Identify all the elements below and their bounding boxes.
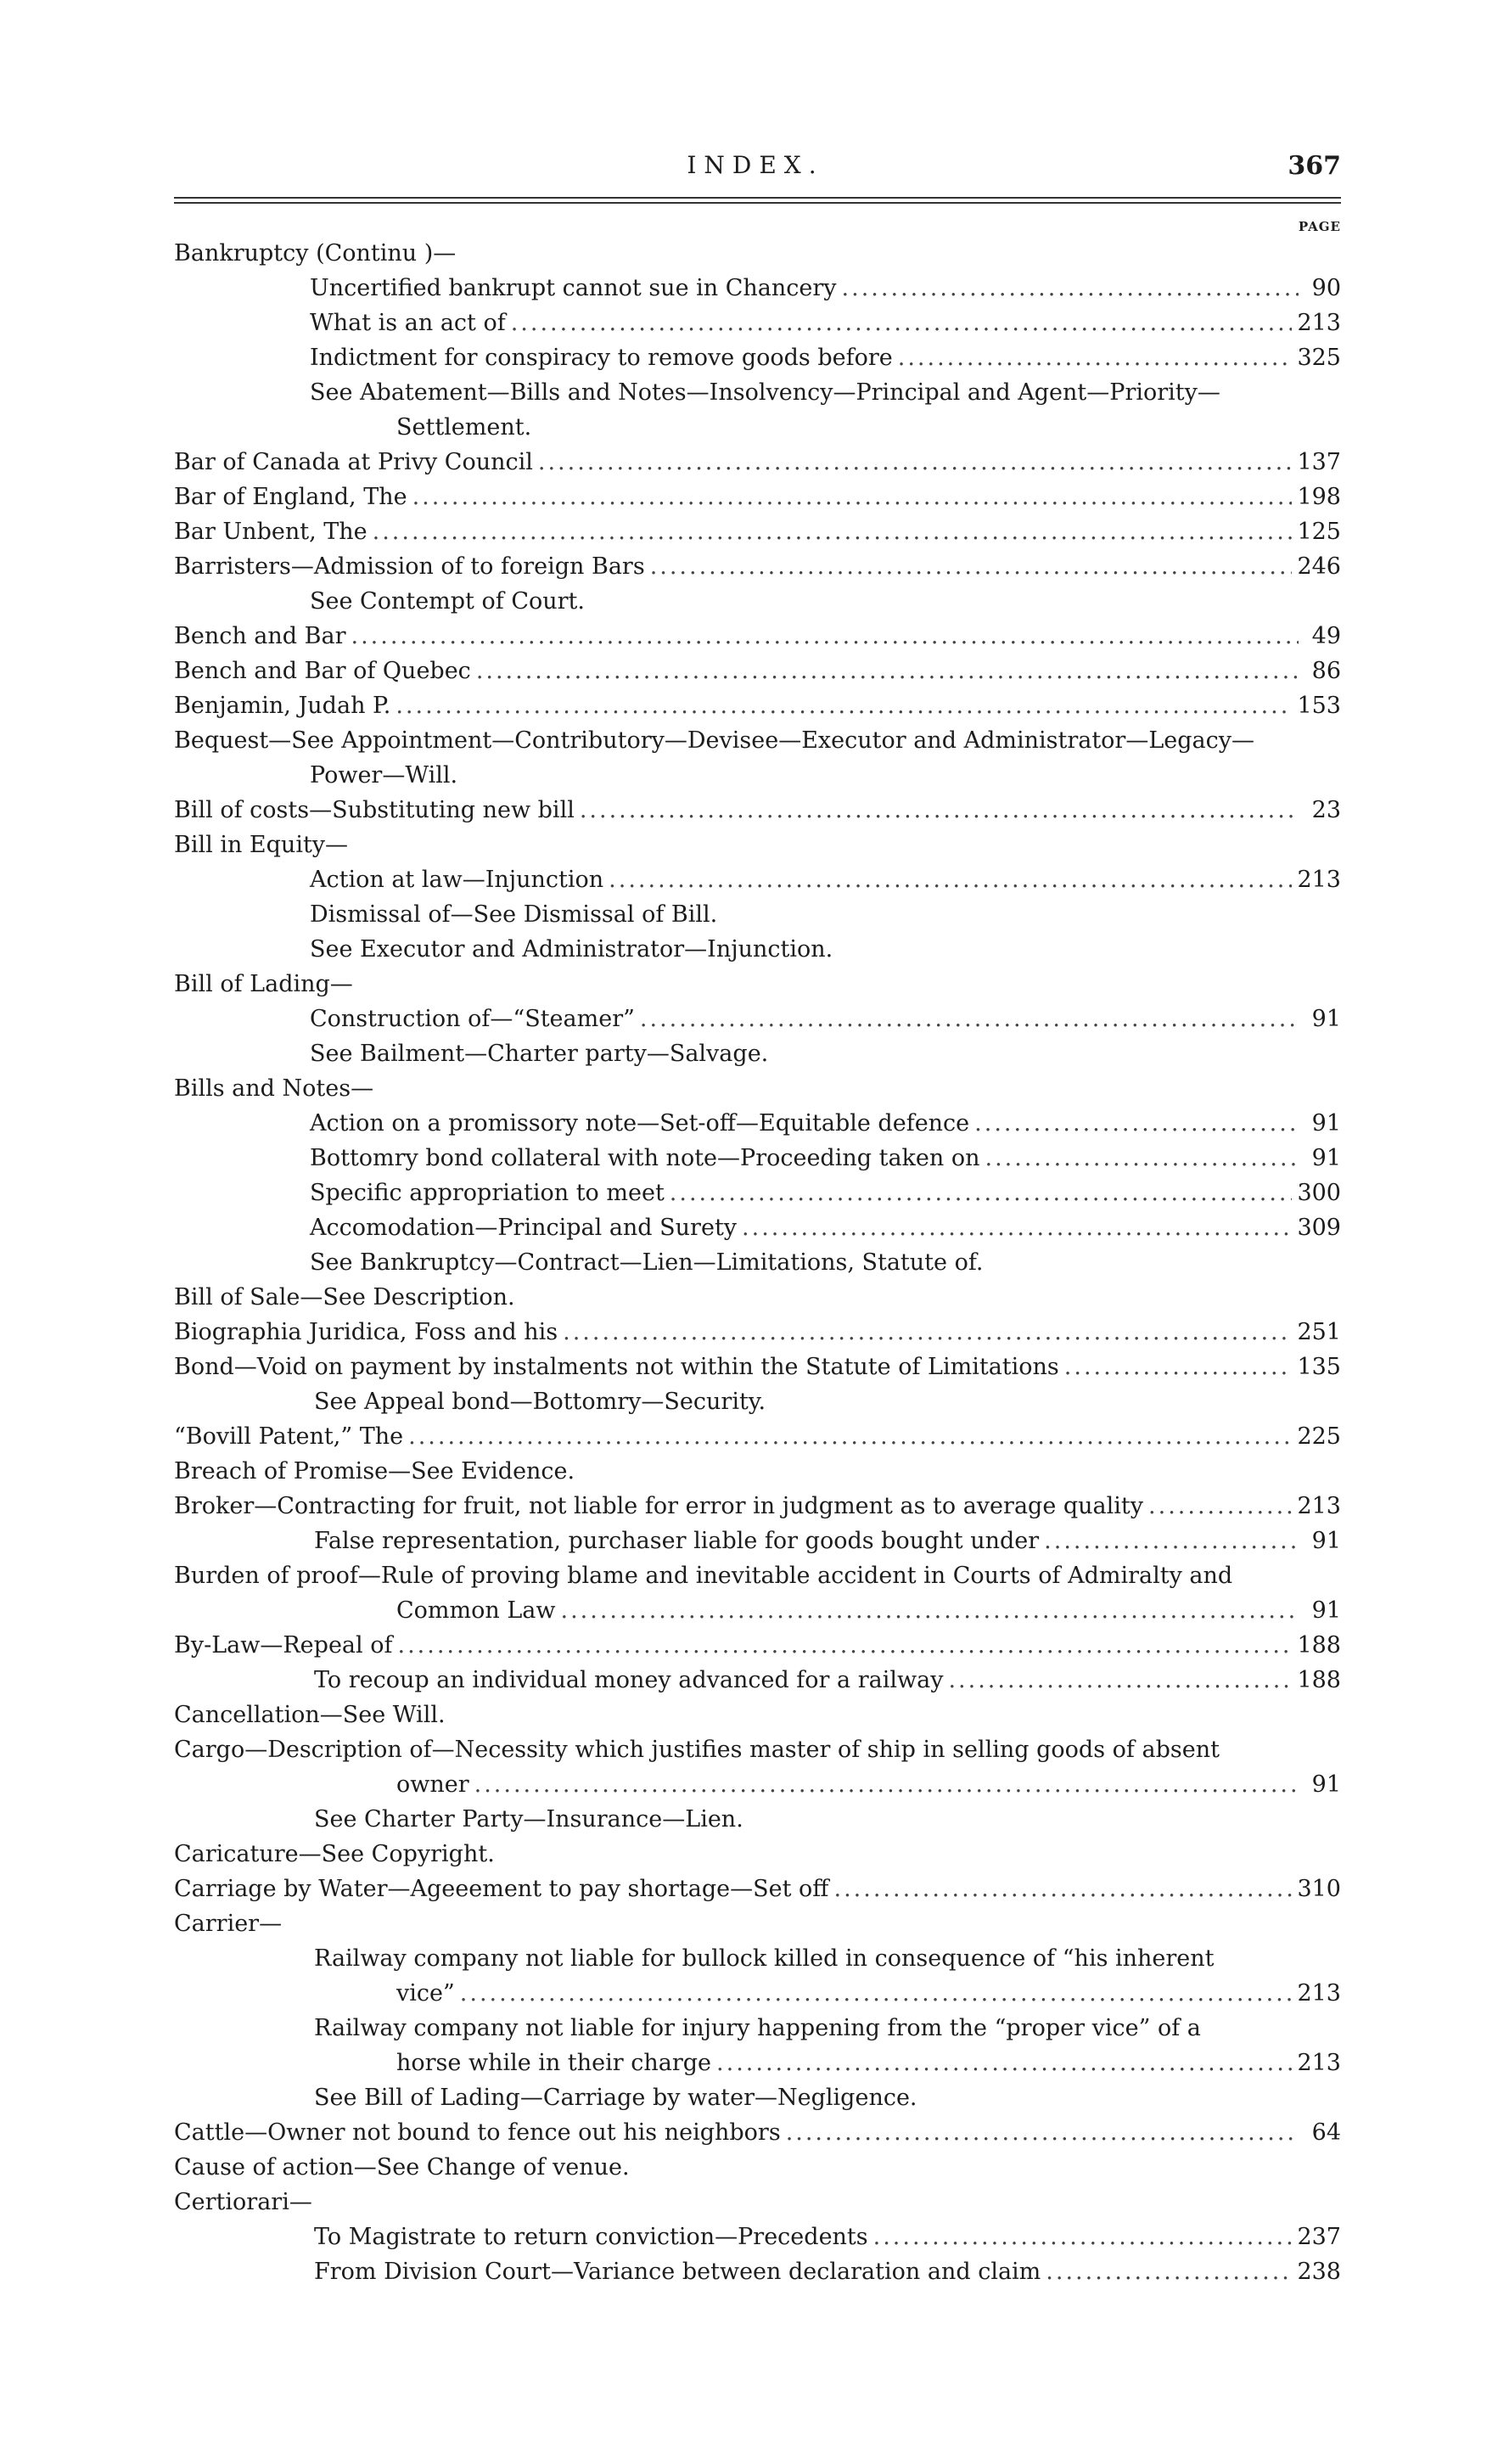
index-entry [174, 1280, 1341, 1315]
entry-text: To recoup an individual money advanced for a railway [314, 1667, 944, 1693]
index-entry [174, 2080, 1341, 2115]
dot-leader [476, 654, 1299, 688]
dot-leader [842, 271, 1299, 306]
index-entry [174, 1593, 1341, 1628]
index-entry [174, 1419, 1341, 1454]
entry-text: Bills and Notes— [174, 1075, 374, 1102]
entry-text: See Appeal bond—Bottomry—Security. [314, 1389, 766, 1415]
entry-text: Construction of—“Steamer” [310, 1006, 635, 1032]
index-entry [174, 2046, 1341, 2080]
dot-leader [974, 1106, 1299, 1141]
index-entry [174, 236, 1341, 271]
header-rule-bottom [174, 202, 1341, 204]
entry-text: See Bankruptcy—Contract—Lien—Limitations, Statute of. [310, 1249, 984, 1276]
index-entry [174, 514, 1341, 549]
entry-text: Bar of Canada at Privy Council [174, 449, 533, 475]
index-entry [174, 2220, 1341, 2254]
entry-page-number: 238 [1297, 2259, 1341, 2285]
entry-text: Carriage by Water—Ageeement to pay shortage—Set off [174, 1876, 829, 1902]
entry-page-number: 213 [1297, 310, 1341, 336]
index-entry [174, 271, 1341, 306]
dot-leader [412, 480, 1293, 514]
entry-text: Breach of Promise—See Evidence. [174, 1458, 575, 1485]
dot-leader [670, 1176, 1293, 1210]
index-entry [174, 1315, 1341, 1350]
entry-page-number: 91 [1311, 1771, 1341, 1798]
entry-text: Caricature—See Copyright. [174, 1841, 495, 1867]
dot-leader [474, 1767, 1299, 1802]
entry-text: Action at law—Injunction [310, 867, 604, 893]
page-number: 367 [1288, 151, 1341, 181]
index-entry [174, 1628, 1341, 1663]
dot-leader [1046, 2254, 1292, 2289]
index-entry [174, 1906, 1341, 1941]
page-title: INDEX. [687, 151, 824, 179]
entry-text: Bar Unbent, The [174, 519, 367, 545]
dot-leader [873, 2220, 1293, 2254]
entry-text: Bond—Void on payment by instalments not within the Statute of Limitations [174, 1354, 1059, 1380]
entry-text: To Magistrate to return conviction—Precedents [314, 2224, 868, 2250]
index-entry [174, 1489, 1341, 1524]
entry-page-number: 125 [1297, 519, 1341, 545]
dot-leader [898, 340, 1293, 375]
entry-page-number: 135 [1297, 1354, 1341, 1380]
index-entry [174, 1663, 1341, 1698]
dot-leader [786, 2115, 1299, 2150]
entry-page-number: 23 [1311, 797, 1341, 823]
entry-page-number: 91 [1311, 1110, 1341, 1137]
entry-text: Power—Will. [310, 762, 458, 789]
index-entry [174, 1698, 1341, 1732]
entry-text: By-Law—Repeal of [174, 1632, 393, 1659]
index-entry [174, 2150, 1341, 2185]
dot-leader [580, 793, 1299, 828]
entry-page-number: 91 [1311, 1597, 1341, 1624]
entry-page-number: 91 [1311, 1145, 1341, 1171]
dot-leader [351, 619, 1299, 654]
entry-page-number: 91 [1311, 1006, 1341, 1032]
index-entry [174, 1941, 1341, 1976]
entry-text: Barristers—Admission of to foreign Bars [174, 553, 645, 580]
index-entry [174, 584, 1341, 619]
dot-leader [560, 1593, 1299, 1628]
entry-text: Burden of proof—Rule of proving blame and inevitable accident in Courts of Admiralty and [174, 1563, 1233, 1589]
dot-leader [538, 445, 1293, 480]
entry-text: Specific appropriation to meet [310, 1180, 665, 1206]
entry-text: Common Law [396, 1597, 556, 1624]
entry-text: See Bailment—Charter party—Salvage. [310, 1041, 769, 1067]
entry-text: Accomodation—Principal and Surety [310, 1215, 738, 1241]
index-entries [174, 236, 1341, 2289]
entry-text: owner [396, 1771, 469, 1798]
index-entry [174, 828, 1341, 862]
index-entry [174, 654, 1341, 688]
dot-leader [398, 1628, 1293, 1663]
entry-page-number: 246 [1297, 553, 1341, 580]
index-entry [174, 1384, 1341, 1419]
dot-leader [948, 1663, 1292, 1698]
dot-leader [511, 306, 1293, 340]
entry-text: Benjamin, Judah P. [174, 693, 391, 719]
index-entry [174, 1732, 1341, 1767]
dot-leader [373, 514, 1293, 549]
index-entry [174, 1176, 1341, 1210]
entry-text: Bill of Sale—See Description. [174, 1284, 515, 1311]
entry-text: horse while in their charge [396, 2050, 712, 2076]
dot-leader [1064, 1350, 1293, 1384]
index-entry [174, 1350, 1341, 1384]
entry-text: See Executor and Administrator—Injunction. [310, 936, 833, 963]
dot-leader [834, 1872, 1293, 1906]
index-entry [174, 862, 1341, 897]
entry-text: Bankruptcy (Continu )— [174, 240, 457, 267]
entry-text: Dismissal of—See Dismissal of Bill. [310, 901, 718, 928]
index-entry [174, 2254, 1341, 2289]
dot-leader [1148, 1489, 1292, 1524]
entry-text: Cargo—Description of—Necessity which justifies master of ship in selling goods of absent [174, 1737, 1220, 1763]
entry-text: Cancellation—See Will. [174, 1702, 446, 1728]
index-entry [174, 932, 1341, 967]
index-entry [174, 375, 1341, 410]
index-entry [174, 723, 1341, 758]
dot-leader [460, 1976, 1293, 2011]
index-entry [174, 1245, 1341, 1280]
entry-page-number: 213 [1297, 1980, 1341, 2007]
index-entry [174, 1210, 1341, 1245]
entry-text: “Bovill Patent,” The [174, 1423, 404, 1450]
entry-text: Bottomry bond collateral with note—Proceeding taken on [310, 1145, 980, 1171]
dot-leader [1044, 1524, 1299, 1558]
index-entry [174, 1837, 1341, 1872]
header-rule-top [174, 197, 1341, 199]
index-entry [174, 340, 1341, 375]
entry-page-number: 300 [1297, 1180, 1341, 1206]
entry-page-number: 64 [1311, 2119, 1341, 2146]
entry-page-number: 213 [1297, 867, 1341, 893]
entry-page-number: 310 [1297, 1876, 1341, 1902]
entry-text: Settlement. [396, 414, 532, 441]
index-entry [174, 758, 1341, 793]
entry-text: Bill in Equity— [174, 832, 349, 858]
running-header [170, 151, 1341, 185]
index-entry [174, 1002, 1341, 1036]
dot-leader [396, 688, 1292, 723]
index-entry [174, 1558, 1341, 1593]
index-entry [174, 1454, 1341, 1489]
entry-page-number: 188 [1297, 1667, 1341, 1693]
entry-page-number: 49 [1311, 623, 1341, 649]
dot-leader [640, 1002, 1299, 1036]
entry-text: What is an act of [310, 310, 506, 336]
index-entry [174, 1141, 1341, 1176]
dot-leader [985, 1141, 1299, 1176]
index-entry [174, 445, 1341, 480]
page-column-label: PAGE [1298, 219, 1341, 234]
entry-text: Certiorari— [174, 2189, 312, 2215]
entry-page-number: 225 [1297, 1423, 1341, 1450]
entry-page-number: 198 [1297, 484, 1341, 510]
index-entry [174, 688, 1341, 723]
index-entry [174, 1767, 1341, 1802]
entry-text: Uncertified bankrupt cannot sue in Chancery [310, 275, 837, 301]
index-entry [174, 619, 1341, 654]
entry-text: See Bill of Lading—Carriage by water—Negligence. [314, 2085, 917, 2111]
entry-text: Cause of action—See Change of venue. [174, 2154, 630, 2181]
dot-leader [408, 1419, 1292, 1454]
entry-text: Cattle—Owner not bound to fence out his neighbors [174, 2119, 781, 2146]
dot-leader [742, 1210, 1292, 1245]
entry-page-number: 309 [1297, 1215, 1341, 1241]
entry-page-number: 251 [1297, 1319, 1341, 1345]
dot-leader [563, 1315, 1292, 1350]
entry-text: Biographia Juridica, Foss and his [174, 1319, 558, 1345]
entry-text: Bench and Bar of Quebec [174, 658, 471, 684]
entry-page-number: 137 [1297, 449, 1341, 475]
index-entry [174, 1872, 1341, 1906]
index-entry [174, 2011, 1341, 2046]
entry-text: See Charter Party—Insurance—Lien. [314, 1806, 743, 1833]
entry-page-number: 213 [1297, 1493, 1341, 1519]
entry-text: vice” [396, 1980, 455, 2007]
index-entry [174, 2185, 1341, 2220]
index-entry [174, 967, 1341, 1002]
entry-page-number: 90 [1311, 275, 1341, 301]
entry-text: Bar of England, The [174, 484, 407, 510]
entry-text: Carrier— [174, 1911, 283, 1937]
dot-leader [650, 549, 1293, 584]
entry-text: Indictment for conspiracy to remove goods before [310, 345, 893, 371]
entry-text: False representation, purchaser liable for goods bought under [314, 1528, 1040, 1554]
index-entry [174, 306, 1341, 340]
index-entry [174, 410, 1341, 445]
index-entry [174, 1036, 1341, 1071]
entry-page-number: 325 [1297, 345, 1341, 371]
entry-text: Bench and Bar [174, 623, 346, 649]
index-entry [174, 1524, 1341, 1558]
entry-page-number: 91 [1311, 1528, 1341, 1554]
index-entry [174, 1802, 1341, 1837]
index-entry [174, 549, 1341, 584]
dot-leader [716, 2046, 1292, 2080]
entry-page-number: 153 [1297, 693, 1341, 719]
entry-text: See Contempt of Court. [310, 588, 585, 615]
entry-text: Broker—Contracting for fruit, not liable for error in judgment as to average quality [174, 1493, 1144, 1519]
entry-page-number: 213 [1297, 2050, 1341, 2076]
index-entry [174, 1106, 1341, 1141]
entry-page-number: 86 [1311, 658, 1341, 684]
entry-text: Bill of costs—Substituting new bill [174, 797, 575, 823]
entry-page-number: 237 [1297, 2224, 1341, 2250]
index-entry [174, 480, 1341, 514]
index-entry [174, 793, 1341, 828]
entry-text: Railway company not liable for injury happening from the “proper vice” of a [314, 2015, 1201, 2041]
index-entry [174, 1071, 1341, 1106]
entry-text: See Abatement—Bills and Notes—Insolvency—Principal and Agent—Priority— [310, 379, 1220, 406]
entry-text: Bill of Lading— [174, 971, 353, 997]
index-entry [174, 1976, 1341, 2011]
entry-text: Action on a promissory note—Set-off—Equitable defence [310, 1110, 970, 1137]
entry-text: From Division Court—Variance between declaration and claim [314, 2259, 1041, 2285]
index-entry [174, 2115, 1341, 2150]
entry-text: Bequest—See Appointment—Contributory—Devisee—Executor and Administrator—Legacy— [174, 727, 1254, 754]
dot-leader [609, 862, 1292, 897]
entry-page-number: 188 [1297, 1632, 1341, 1659]
entry-text: Railway company not liable for bullock killed in consequence of “his inherent [314, 1945, 1215, 1972]
index-entry [174, 897, 1341, 932]
